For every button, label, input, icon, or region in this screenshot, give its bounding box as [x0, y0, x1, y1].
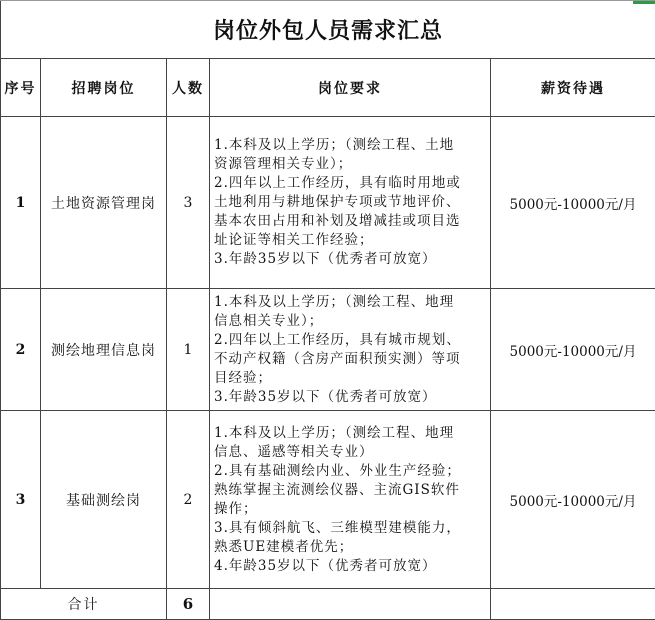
- requirement-line: 土地利用与耕地保护专项或节地评价、: [214, 194, 461, 210]
- row-count: 2: [167, 411, 210, 589]
- total-requirements-empty: [210, 589, 491, 620]
- row-seq: 3: [1, 411, 41, 589]
- requirement-line: 1.本科及以上学历；（测绘工程、土地: [214, 137, 455, 153]
- requirement-line: 操作；: [214, 500, 258, 517]
- row-salary: 5000元-10000元/月: [491, 411, 655, 589]
- header-count: 人数: [167, 59, 210, 117]
- requirement-line: 信息、遥感等相关专业）: [214, 443, 374, 460]
- requirement-line: 不动产权籍（含房产面积预实测）等项: [214, 350, 461, 367]
- requirement-line: 2.四年以上工作经历，具有城市规划、: [214, 331, 461, 348]
- row-salary: 5000元-10000元/月: [491, 289, 655, 411]
- row-seq: 2: [1, 289, 41, 411]
- requirement-line: 2.四年以上工作经历，具有临时用地或: [214, 175, 461, 191]
- requirement-line: 熟悉UE建模者优先；: [214, 538, 354, 555]
- requirement-line: 基本农田占用和补划及增减挂或项目选: [214, 213, 461, 229]
- header-requirements: 岗位要求: [210, 59, 491, 117]
- row-requirements: [210, 289, 491, 411]
- row-post: 测绘地理信息岗: [41, 289, 167, 411]
- row-count: 1: [167, 289, 210, 411]
- header-seq: 序号: [1, 59, 41, 117]
- row-post: 基础测绘岗: [41, 411, 167, 589]
- row-salary: 5000元-10000元/月: [491, 117, 655, 289]
- total-salary-empty: [491, 589, 655, 620]
- requirement-line: 4.年龄35岁以下（优秀者可放宽）: [214, 557, 437, 574]
- header-salary: 薪资待遇: [491, 59, 655, 117]
- requirement-line: 3.具有倾斜航飞、三维模型建模能力，: [214, 519, 461, 536]
- total-row: [1, 589, 655, 620]
- requirement-line: 1.本科及以上学历；（测绘工程、地理: [214, 293, 455, 310]
- table-row: [1, 117, 655, 289]
- requirement-line: 信息相关专业）；: [214, 312, 324, 329]
- row-post: 土地资源管理岗: [41, 117, 167, 289]
- requirement-line: 2.具有基础测绘内业、外业生产经验；: [214, 462, 461, 479]
- header-post: 招聘岗位: [41, 59, 167, 117]
- requirement-line: 熟练掌握主流测绘仪器、主流GIS软件: [214, 481, 460, 498]
- total-label: 合计: [1, 589, 167, 620]
- row-count: 3: [167, 117, 210, 289]
- requirement-line: 址论证等相关工作经验；: [214, 232, 374, 248]
- table-title: 岗位外包人员需求汇总: [1, 1, 655, 59]
- requirement-line: 目经验；: [214, 369, 272, 386]
- header-row: [1, 59, 655, 117]
- table-row: [1, 289, 655, 411]
- table-row: [1, 411, 655, 589]
- row-requirements: [210, 117, 491, 289]
- requirement-line: 3.年龄35岁以下（优秀者可放宽）: [214, 251, 437, 267]
- requirement-line: 1.本科及以上学历；（测绘工程、地理: [214, 424, 455, 441]
- total-count: 6: [167, 589, 210, 620]
- row-seq: 1: [1, 117, 41, 289]
- requirement-line: 资源管理相关专业）；: [214, 156, 353, 172]
- row-requirements: [210, 411, 491, 589]
- requirement-line: 3.年龄35岁以下（优秀者可放宽）: [214, 388, 437, 405]
